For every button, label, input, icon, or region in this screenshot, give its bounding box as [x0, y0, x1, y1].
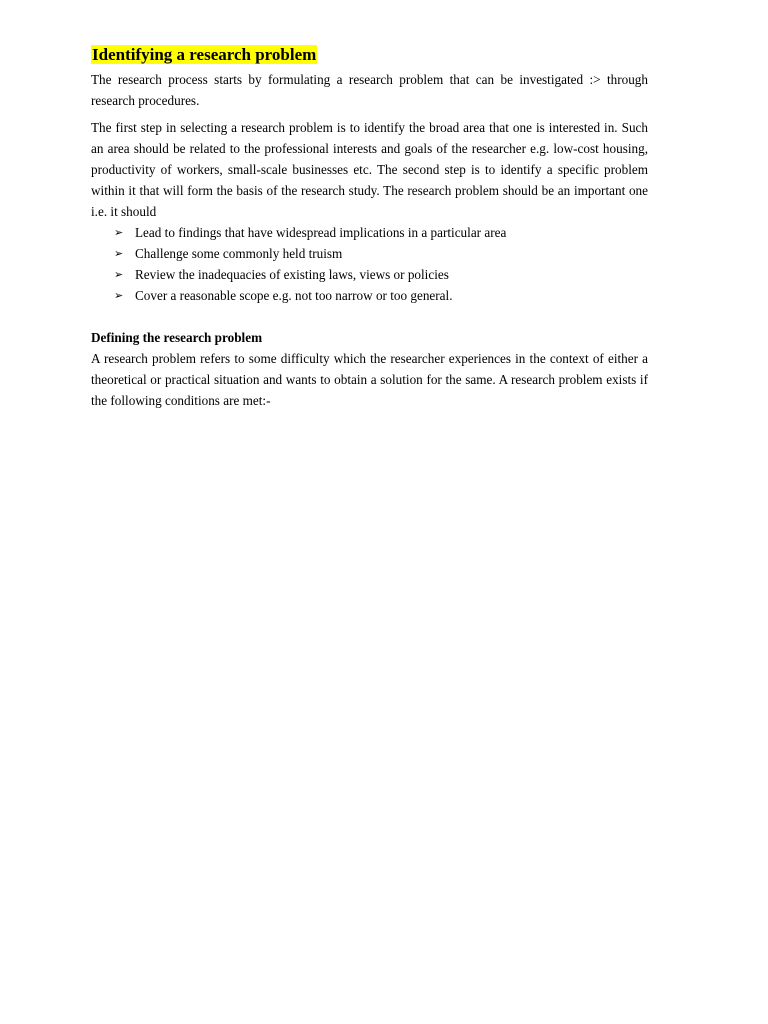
list-item-text: Challenge some commonly held truism — [135, 246, 343, 261]
arrowhead-bullet-icon: ➢ — [114, 247, 124, 260]
highlighted-title-text: Identifying a research problem — [92, 45, 317, 64]
intro-paragraph: The research process starts by formulating a research problem that can be investigated :> through research procedures. — [91, 72, 648, 108]
list-item — [91, 264, 648, 285]
page-title — [91, 44, 648, 66]
list-item — [91, 243, 648, 264]
list-item — [91, 222, 648, 243]
arrowhead-bullet-icon: ➢ — [114, 289, 124, 302]
list-item — [91, 285, 648, 306]
document-page — [91, 44, 648, 411]
list-item-text: Review the inadequacies of existing laws, views or policies — [135, 267, 449, 282]
definition-paragraph: A research problem refers to some difficulty which the researcher experiences in the context of either a theoretical or practical situation and wants to obtain a solution for the same. A research problem exists if the following conditions are met:- — [91, 351, 648, 408]
selection-paragraph: The first step in selecting a research problem is to identify the broad area that one is interested in. Such an area should be related to the professional interests and goals of the researcher e.g. low-cost housing, productivity of workers, small-scale businesses etc. The second step is to identify a specific problem within it that will form the basis of the research study. The research problem should be an important one i.e. it should — [91, 120, 648, 219]
list-item-text: Cover a reasonable scope e.g. not too narrow or too general. — [135, 288, 453, 303]
arrowhead-bullet-icon: ➢ — [114, 226, 124, 239]
arrowhead-bullet-icon: ➢ — [114, 268, 124, 281]
list-item-text: Lead to findings that have widespread implications in a particular area — [135, 225, 507, 240]
section-heading: Defining the research problem — [91, 330, 263, 345]
criteria-list — [91, 222, 648, 306]
